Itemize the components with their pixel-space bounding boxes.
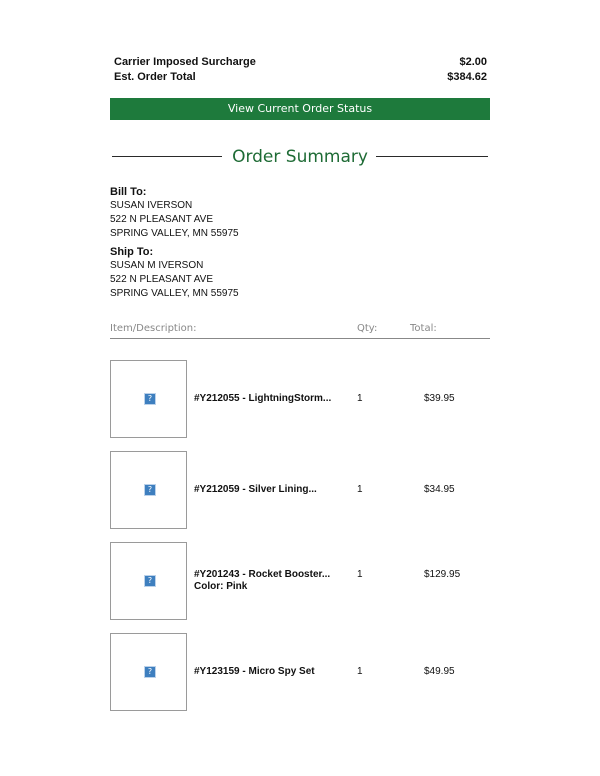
missing-image-icon: ? (144, 575, 156, 587)
ship-to-city: SPRING VALLEY, MN 55975 (110, 288, 239, 299)
item-total: $39.95 (424, 393, 455, 404)
order-total-value: $384.62 (447, 71, 487, 83)
item-description[interactable]: #Y212055 - LightningStorm... (194, 393, 332, 404)
bill-to-label: Bill To: (110, 186, 147, 198)
product-image[interactable] (110, 360, 187, 438)
item-description-block (194, 569, 330, 593)
item-description[interactable]: #Y123159 - Micro Spy Set (194, 666, 315, 677)
order-total-label: Est. Order Total (114, 71, 196, 83)
view-order-status-button[interactable]: View Current Order Status (110, 98, 490, 120)
order-item (110, 451, 490, 529)
item-qty: 1 (357, 666, 363, 677)
product-image[interactable] (110, 451, 187, 529)
order-item (110, 360, 490, 438)
item-color: Color: Pink (194, 581, 248, 592)
ship-to-name: SUSAN M IVERSON (110, 260, 204, 271)
order-item (110, 542, 490, 620)
item-qty: 1 (357, 393, 363, 404)
bill-to-city: SPRING VALLEY, MN 55975 (110, 228, 239, 239)
item-total: $34.95 (424, 484, 455, 495)
order-summary-heading (110, 143, 490, 171)
missing-image-icon: ? (144, 484, 156, 496)
item-qty: 1 (357, 569, 363, 580)
order-summary-title: Order Summary (232, 147, 368, 167)
column-header-item: Item/Description: (110, 323, 197, 334)
surcharge-row (114, 55, 487, 69)
order-item (110, 633, 490, 711)
product-image[interactable] (110, 542, 187, 620)
item-total: $49.95 (424, 666, 455, 677)
product-image[interactable] (110, 633, 187, 711)
column-header-divider (110, 338, 490, 339)
surcharge-value: $2.00 (459, 56, 487, 68)
bill-to-street: 522 N PLEASANT AVE (110, 214, 214, 225)
order-total-row (114, 70, 487, 84)
ship-to-street: 522 N PLEASANT AVE (110, 274, 214, 285)
missing-image-icon: ? (144, 666, 156, 678)
bill-to-name: SUSAN IVERSON (110, 200, 193, 211)
item-description[interactable]: #Y212059 - Silver Lining... (194, 484, 317, 495)
item-total: $129.95 (424, 569, 461, 580)
column-header-total: Total: (410, 323, 437, 334)
column-header-qty: Qty: (357, 323, 378, 334)
summary-divider-right (376, 156, 488, 157)
missing-image-icon: ? (144, 393, 156, 405)
item-description[interactable]: #Y201243 - Rocket Booster... (194, 569, 331, 580)
ship-to-block (110, 245, 239, 301)
item-qty: 1 (357, 484, 363, 495)
surcharge-label: Carrier Imposed Surcharge (114, 56, 256, 68)
ship-to-label: Ship To: (110, 246, 154, 258)
bill-to-block (110, 185, 239, 241)
